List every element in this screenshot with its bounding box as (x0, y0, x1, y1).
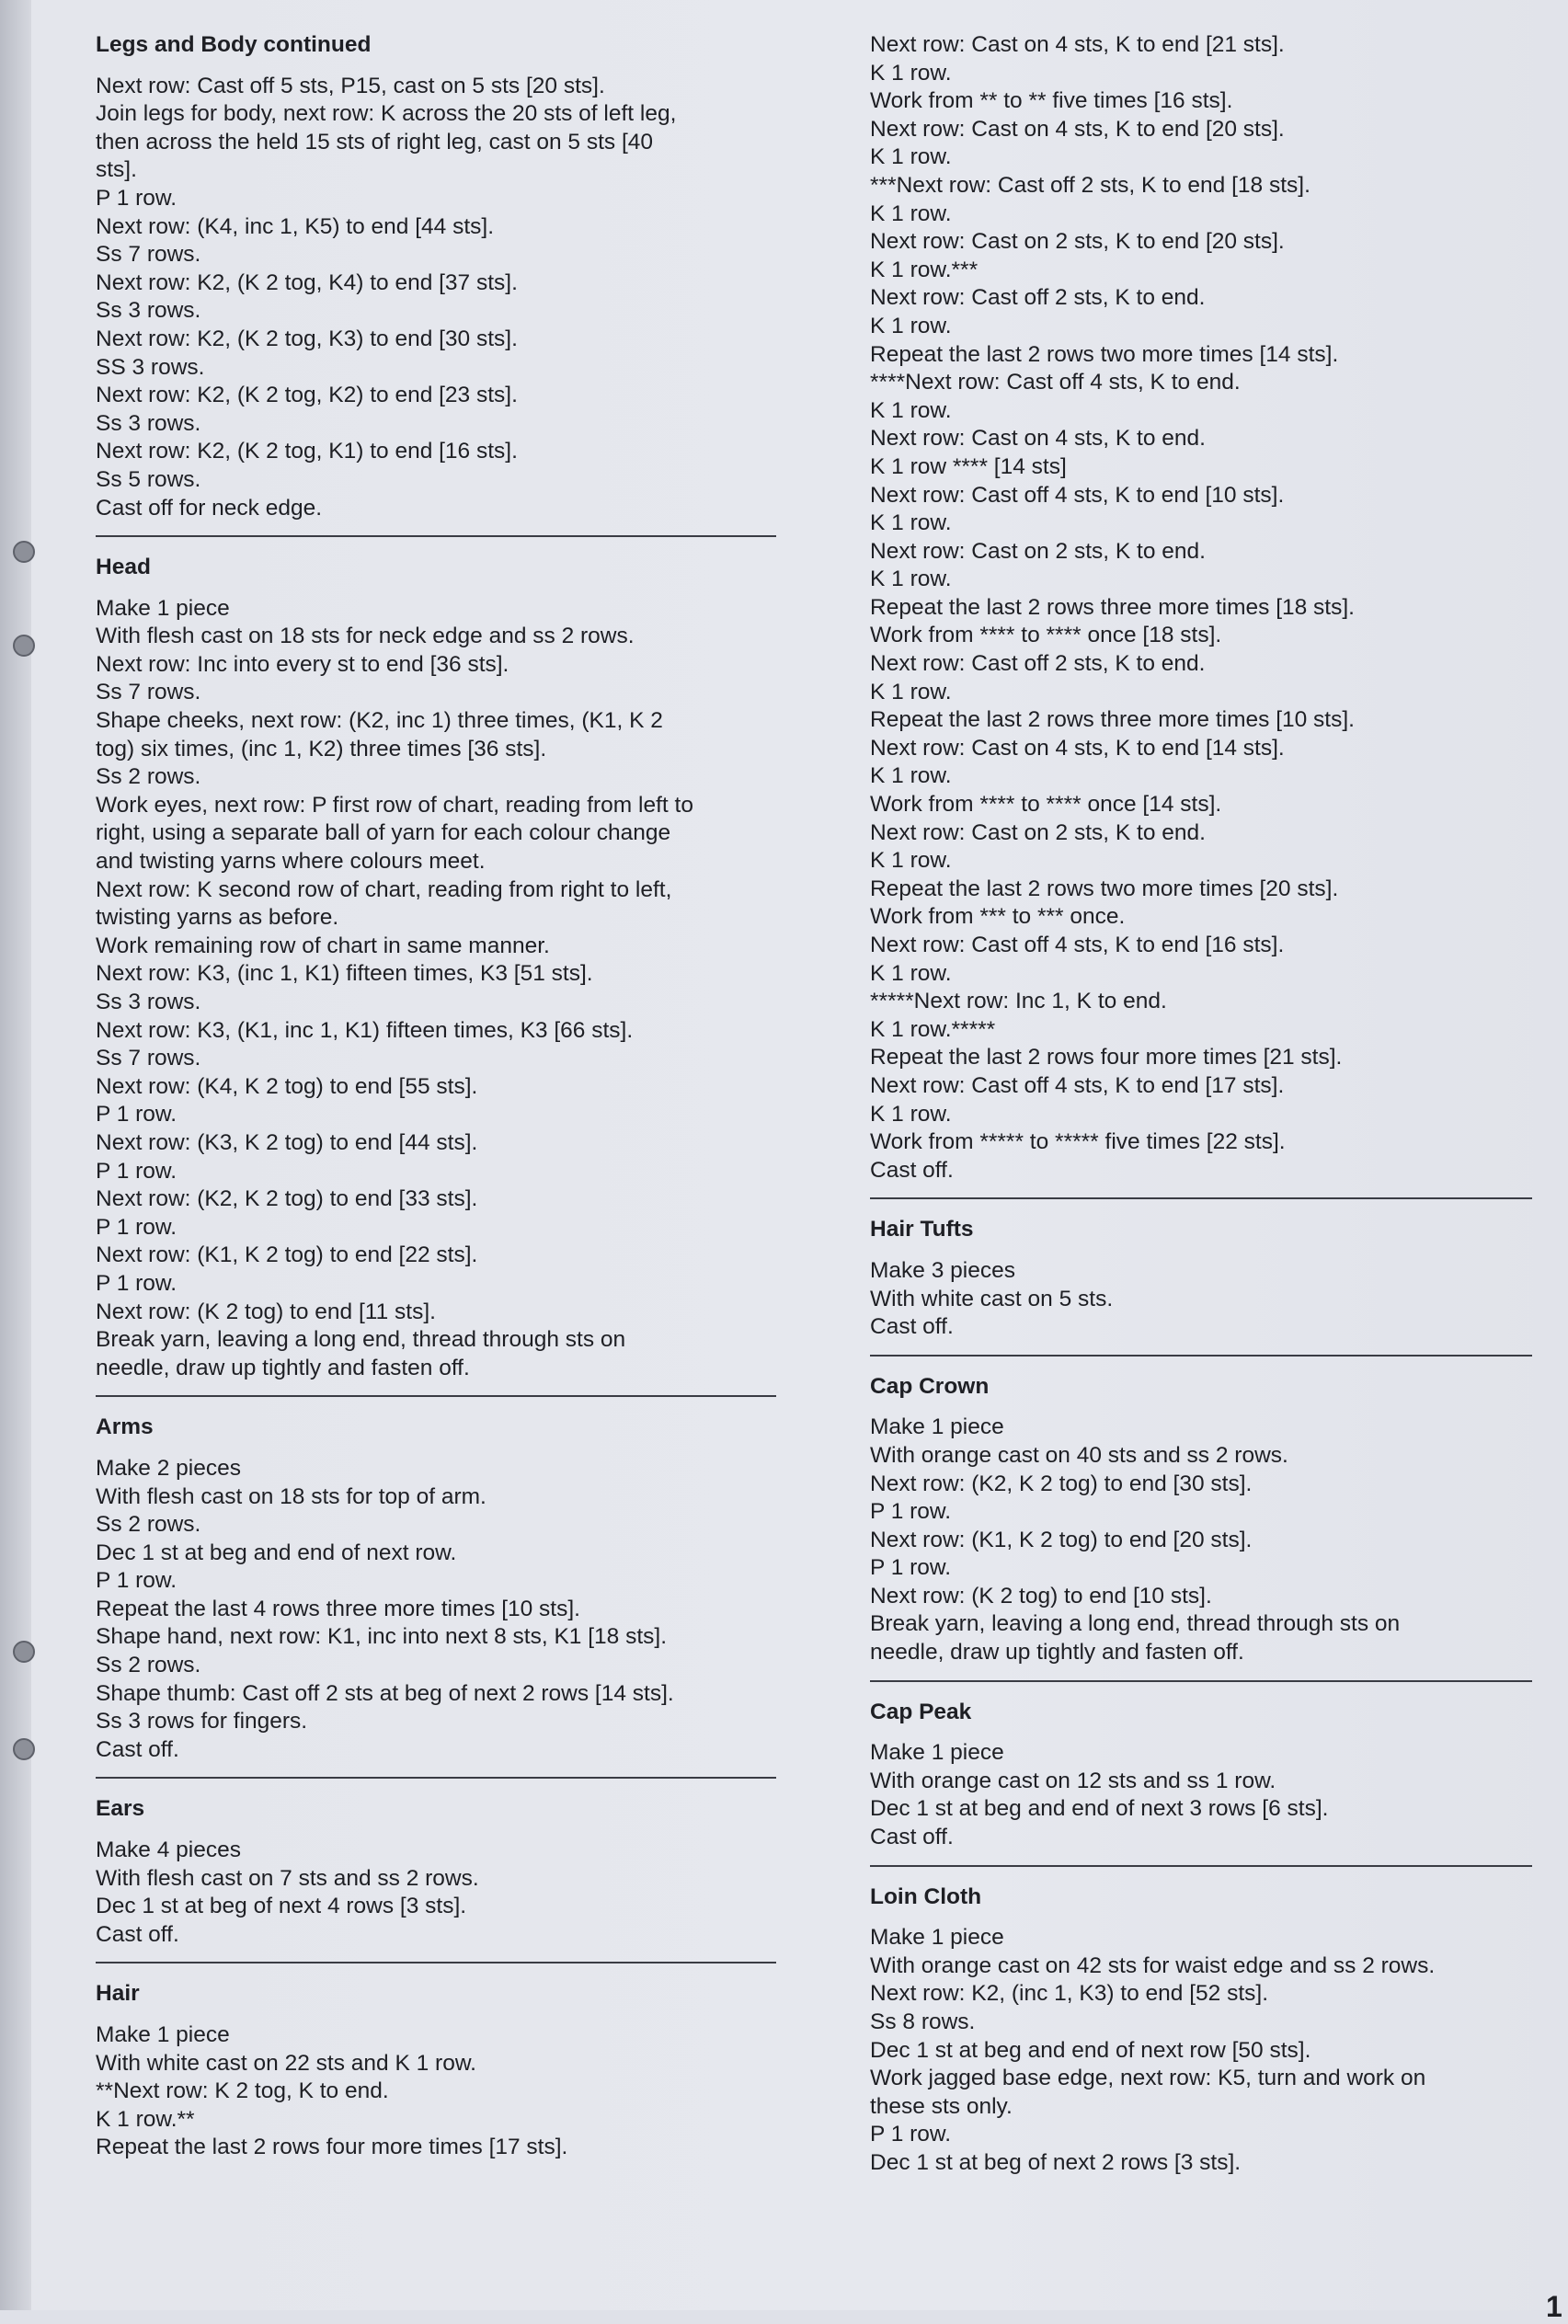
instruction-line: Ss 8 rows. (870, 2009, 976, 2034)
instruction-line: With orange cast on 12 sts and ss 1 row. (870, 1768, 1276, 1793)
section-title: Ears (96, 1796, 145, 1822)
instruction-line: P 1 row. (870, 1555, 952, 1581)
instruction-line: these sts only. (870, 2093, 1013, 2119)
instruction-line: Work eyes, next row: P first row of chart, reading from left to (96, 792, 693, 818)
instruction-line: Make 2 pieces (96, 1455, 241, 1481)
section-title: Loin Cloth (870, 1883, 982, 1909)
instruction-line: and twisting yarns where colours meet. (96, 849, 486, 875)
instruction-line: Next row: Cast on 4 sts, K to end [14 sts]. (870, 735, 1285, 761)
instruction-line: K 1 row. (870, 510, 952, 536)
instruction-line: P 1 row. (96, 1568, 177, 1594)
instruction-line: Next row: K3, (inc 1, K1) fifteen times, K3 [51 sts]. (96, 961, 593, 987)
instruction-line: Next row: Cast off 4 sts, K to end [16 sts]. (870, 933, 1285, 957)
instruction-line: Ss 3 rows. (96, 990, 201, 1014)
instruction-line: Next row: (K 2 tog) to end [10 sts]. (870, 1583, 1212, 1608)
instruction-line: P 1 row. (96, 1158, 177, 1184)
instruction-line: Ss 5 rows. (96, 466, 201, 492)
instruction-line: needle, draw up tightly and fasten off. (96, 1355, 470, 1380)
staple-hole-icon (13, 635, 35, 657)
instruction-line: Dec 1 st at beg of next 2 rows [3 sts]. (870, 2149, 1242, 2175)
section-title: Legs and Body continued (96, 32, 372, 57)
instruction-line: Next row: K2, (K 2 tog, K3) to end [30 sts]. (96, 326, 518, 351)
instruction-line: K 1 row. (870, 200, 952, 226)
instruction-line: ***Next row: Cast off 2 sts, K to end [18 sts]. (870, 172, 1310, 198)
instruction-line: *****Next row: Inc 1, K to end. (870, 989, 1167, 1014)
section-title: Head (96, 555, 151, 580)
instruction-line: K 1 row. (870, 960, 952, 986)
instruction-line: Cast off. (870, 1825, 954, 1850)
instruction-line: Shape hand, next row: K1, inc into next 8 sts, K1 [18 sts]. (96, 1624, 668, 1650)
instruction-line: needle, draw up tightly and fasten off. (870, 1640, 1244, 1666)
instruction-line: Make 4 pieces (96, 1837, 241, 1863)
instruction-line: K 1 row.*** (870, 257, 979, 282)
instruction-line: Work from *** to *** once. (870, 904, 1126, 930)
instruction-line: Next row: Cast off 4 sts, K to end [17 sts]. (870, 1072, 1285, 1098)
section-arms (96, 1414, 776, 1764)
section-title: Hair (96, 1981, 140, 2007)
instruction-line: Next row: K2, (K 2 tog, K1) to end [16 sts]. (96, 439, 518, 464)
instruction-line: Cast off for neck edge. (96, 495, 323, 521)
section-loin-cloth (870, 1883, 1532, 2178)
instruction-line: twisting yarns as before. (96, 905, 339, 931)
instruction-line: Make 1 piece (870, 1740, 1004, 1766)
staple-hole-icon (13, 541, 35, 563)
instruction-line: **Next row: K 2 tog, K to end. (96, 2078, 389, 2104)
instruction-line: K 1 row. (870, 397, 952, 423)
section-title: Hair Tufts (870, 1217, 974, 1242)
section-divider (96, 1962, 776, 1963)
instruction-line: Shape thumb: Cast off 2 sts at beg of next 2 rows [14 sts]. (96, 1680, 674, 1706)
instruction-line: Dec 1 st at beg and end of next row. (96, 1540, 457, 1565)
instruction-line: Break yarn, leaving a long end, thread through sts on (96, 1327, 626, 1353)
instruction-line: Next row: Cast on 2 sts, K to end. (870, 538, 1206, 564)
section-divider (870, 1680, 1532, 1682)
instruction-line: Make 1 piece (96, 595, 230, 621)
instruction-line: P 1 row. (96, 1102, 177, 1128)
instruction-line: Cast off. (870, 1157, 954, 1183)
instruction-line: With flesh cast on 18 sts for neck edge and ss 2 rows. (96, 624, 635, 649)
instruction-line: Next row: Cast off 2 sts, K to end. (870, 651, 1206, 677)
instruction-line: Shape cheeks, next row: (K2, inc 1) three times, (K1, K 2 (96, 708, 663, 734)
instruction-line: Next row: K2, (inc 1, K3) to end [52 sts]. (870, 1981, 1269, 2007)
section-title: Arms (96, 1414, 154, 1440)
instruction-line: Repeat the last 2 rows two more times [20 sts]. (870, 876, 1339, 901)
instruction-line: Next row: Cast off 5 sts, P15, cast on 5 sts [20 sts]. (96, 73, 605, 98)
instruction-line: Make 3 pieces (870, 1257, 1015, 1283)
instruction-line: Next row: Inc into every st to end [36 sts]. (96, 651, 509, 677)
instruction-line: K 1 row.** (96, 2106, 195, 2132)
staple-hole-icon (13, 1641, 35, 1663)
instruction-line: Next row: Cast on 4 sts, K to end [21 sts]. (870, 32, 1285, 57)
instruction-line: P 1 row. (96, 185, 177, 211)
instruction-line: K 1 row. (870, 313, 952, 338)
instruction-line: Ss 2 rows. (96, 1653, 201, 1678)
section-cap-peak (870, 1699, 1532, 1852)
instruction-line: Ss 3 rows for fingers. (96, 1709, 308, 1734)
instruction-line: K 1 row. (870, 144, 952, 170)
instruction-line: Next row: (K3, K 2 tog) to end [44 sts]. (96, 1129, 478, 1155)
instruction-line: Next row: (K1, K 2 tog) to end [22 sts]. (96, 1242, 478, 1268)
instruction-line: Work from ***** to ***** five times [22 sts]. (870, 1129, 1286, 1155)
instruction-line: With white cast on 5 sts. (870, 1286, 1114, 1311)
instruction-line: With orange cast on 40 sts and ss 2 rows. (870, 1442, 1288, 1468)
instruction-line: Next row: Cast on 2 sts, K to end [20 sts]. (870, 229, 1285, 255)
instruction-line: Cast off. (96, 1921, 179, 1947)
instruction-line: Next row: (K2, K 2 tog) to end [33 sts]. (96, 1186, 478, 1212)
instruction-line: Ss 7 rows. (96, 1046, 201, 1071)
instruction-line: Next row: (K4, inc 1, K5) to end [44 sts]. (96, 213, 495, 239)
section-divider (96, 535, 776, 537)
instruction-line: Next row: K2, (K 2 tog, K4) to end [37 sts]. (96, 269, 518, 295)
instruction-line: Break yarn, leaving a long end, thread through sts on (870, 1611, 1401, 1637)
section-divider (96, 1395, 776, 1397)
instruction-line: Repeat the last 4 rows three more times [10 sts]. (96, 1596, 580, 1621)
instruction-line: Work from **** to **** once [18 sts]. (870, 623, 1222, 648)
staple-hole-icon (13, 1738, 35, 1760)
instruction-line: P 1 row. (870, 1499, 952, 1525)
instruction-line: ****Next row: Cast off 4 sts, K to end. (870, 370, 1241, 395)
instruction-line: Ss 3 rows. (96, 298, 201, 324)
instruction-line: tog) six times, (inc 1, K2) three times [36 sts]. (96, 736, 547, 761)
instruction-line: Make 1 piece (96, 2022, 230, 2047)
section-hair (96, 1980, 776, 2162)
instruction-line: Next row: (K2, K 2 tog) to end [30 sts]. (870, 1471, 1253, 1496)
instruction-line: Dec 1 st at beg of next 4 rows [3 sts]. (96, 1894, 467, 1919)
right-column (870, 31, 1532, 2178)
instruction-line: With white cast on 22 sts and K 1 row. (96, 2050, 476, 2076)
instruction-line: P 1 row. (96, 1270, 177, 1296)
instruction-line: Next row: K3, (K1, inc 1, K1) fifteen times, K3 [66 sts]. (96, 1017, 634, 1043)
instruction-line: Next row: Cast off 4 sts, K to end [10 sts]. (870, 482, 1285, 508)
section-head (96, 554, 776, 1382)
instruction-line: Repeat the last 2 rows four more times [17 sts]. (96, 2135, 568, 2160)
section-divider (870, 1865, 1532, 1867)
instruction-line: Ss 7 rows. (96, 242, 201, 268)
instruction-line: Next row: K second row of chart, reading from right to left, (96, 876, 672, 902)
instruction-line: Next row: (K4, K 2 tog) to end [55 sts]. (96, 1073, 478, 1099)
instruction-line: Next row: (K 2 tog) to end [11 sts]. (96, 1299, 436, 1324)
instruction-line: Next row: Cast on 2 sts, K to end. (870, 819, 1206, 845)
instruction-line: Work from ** to ** five times [16 sts]. (870, 88, 1233, 114)
instruction-line: Work from **** to **** once [14 sts]. (870, 792, 1222, 818)
section-legs-and-body-continued (96, 31, 776, 522)
instruction-line: Ss 3 rows. (96, 410, 201, 436)
instruction-line: Repeat the last 2 rows two more times [14 sts]. (870, 341, 1339, 367)
page-number: 1 (1546, 2290, 1562, 2323)
instruction-line: K 1 row. (870, 679, 952, 704)
section-cap-crown (870, 1373, 1532, 1667)
instruction-line: Join legs for body, next row: K across the 20 sts of left leg, (96, 101, 677, 127)
instruction-line: Repeat the last 2 rows three more times [10 sts]. (870, 707, 1355, 733)
instruction-line: Next row: (K1, K 2 tog) to end [20 sts]. (870, 1527, 1253, 1552)
instruction-line: With flesh cast on 18 sts for top of arm. (96, 1483, 486, 1509)
page-binding (0, 0, 31, 2310)
instruction-line: Make 1 piece (870, 1925, 1004, 1951)
section-divider (96, 1777, 776, 1779)
section-hair-tufts (870, 1216, 1532, 1341)
instruction-line: K 1 row. (870, 763, 952, 789)
instruction-line: Dec 1 st at beg and end of next 3 rows [6 sts]. (870, 1796, 1329, 1822)
instruction-line: Cast off. (870, 1314, 954, 1340)
instruction-line: sts]. (96, 157, 137, 183)
instruction-line: Repeat the last 2 rows four more times [21 sts]. (870, 1045, 1343, 1070)
instruction-line: Cast off. (96, 1736, 179, 1762)
instruction-line: Ss 2 rows. (96, 1512, 201, 1538)
instruction-line: P 1 row. (870, 2122, 952, 2147)
instruction-line: Ss 7 rows. (96, 680, 201, 705)
section-divider (870, 1355, 1532, 1357)
instruction-line: Work remaining row of chart in same manner. (96, 933, 550, 958)
instruction-line: Ss 2 rows. (96, 764, 201, 790)
instruction-line: Work jagged base edge, next row: K5, turn and work on (870, 2066, 1426, 2091)
section-title: Cap Crown (870, 1373, 990, 1399)
section-continued (870, 31, 1532, 1185)
instruction-line: With orange cast on 42 sts for waist edge and ss 2 rows. (870, 1952, 1436, 1978)
instruction-line: K 1 row. (870, 848, 952, 874)
instruction-line: Make 1 piece (870, 1414, 1004, 1440)
instruction-line: Next row: Cast on 4 sts, K to end [20 sts]. (870, 116, 1285, 142)
instruction-line: K 1 row.***** (870, 1016, 996, 1042)
section-ears (96, 1795, 776, 1949)
instruction-line: With flesh cast on 7 sts and ss 2 rows. (96, 1865, 479, 1891)
instruction-line: K 1 row. (870, 567, 952, 592)
instruction-line: right, using a separate ball of yarn for each colour change (96, 820, 671, 846)
instruction-line: Repeat the last 2 rows three more times [18 sts]. (870, 594, 1355, 620)
instruction-line: Next row: Cast off 2 sts, K to end. (870, 285, 1206, 311)
section-title: Cap Peak (870, 1699, 972, 1724)
instruction-line: K 1 row. (870, 60, 952, 86)
instruction-line: P 1 row. (96, 1214, 177, 1240)
left-column (96, 31, 776, 2162)
instruction-line: Next row: Cast on 4 sts, K to end. (870, 426, 1206, 452)
instruction-line: Next row: K2, (K 2 tog, K2) to end [23 sts]. (96, 383, 518, 408)
instruction-line: SS 3 rows. (96, 354, 205, 380)
instruction-line: Dec 1 st at beg and end of next row [50 sts]. (870, 2037, 1311, 2063)
instruction-line: K 1 row. (870, 1101, 952, 1127)
instruction-line: K 1 row **** [14 sts] (870, 453, 1067, 479)
instruction-line: then across the held 15 sts of right leg, cast on 5 sts [40 (96, 129, 654, 155)
section-divider (870, 1197, 1532, 1199)
